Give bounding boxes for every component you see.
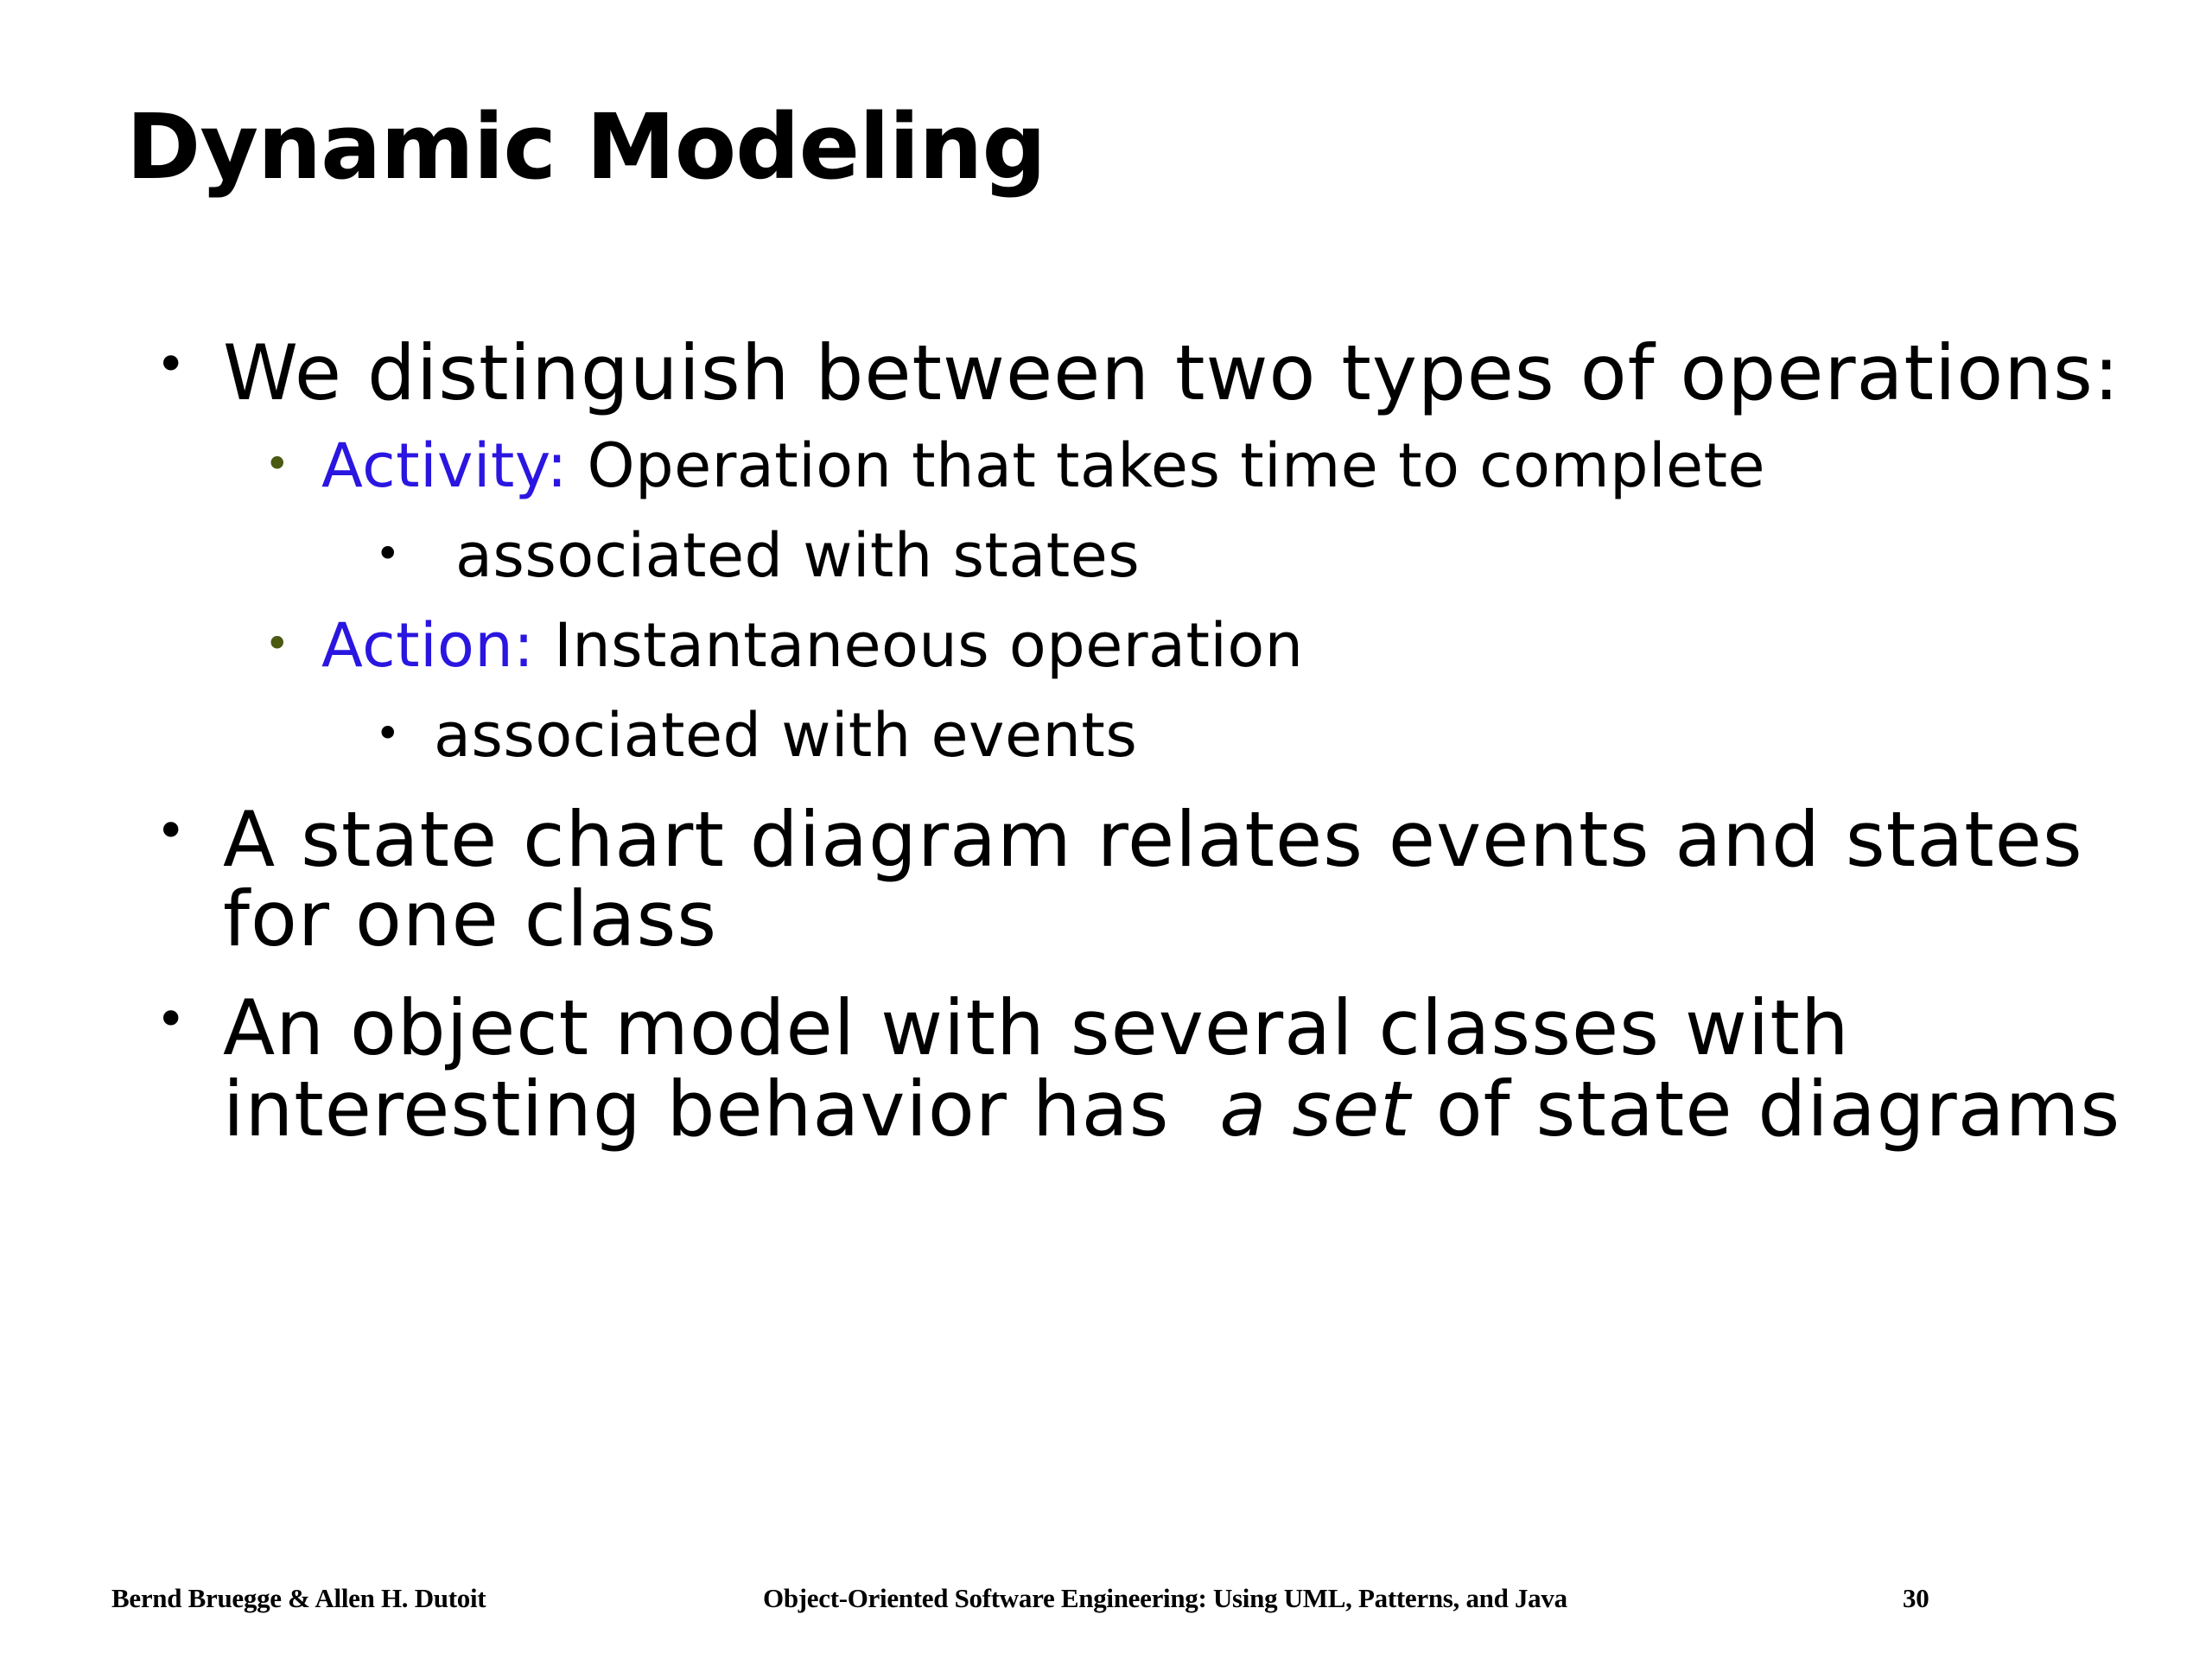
sub-sub-bullet-text: associated with events — [434, 700, 1138, 771]
term-activity: Activity: — [321, 430, 568, 501]
sub-sub-bullet-icon: • — [375, 529, 401, 579]
sub-bullet-icon: • — [264, 619, 290, 669]
text-after-italic: of state diagrams — [1410, 1065, 2121, 1154]
sub-bullet-icon: • — [264, 439, 290, 489]
bullet-text-continuation — [223, 1065, 2121, 1154]
bullet-icon: • — [156, 989, 187, 1050]
italic-emphasis: a set — [1219, 1065, 1411, 1154]
term-action: Action: — [321, 610, 535, 681]
bullet-text: A state chart diagram relates events and states — [223, 795, 2083, 884]
bullet-text: An object model with several classes with — [223, 983, 1850, 1072]
activity-definition: Operation that takes time to complete — [567, 430, 1766, 501]
bullet-icon: • — [156, 801, 187, 861]
text-before-italic: interesting behavior has — [223, 1065, 1220, 1154]
bullet-text-continuation: for one class — [223, 874, 718, 963]
bullet-icon: • — [156, 334, 187, 395]
footer-book-title: Object-Oriented Software Engineering: Using UML, Patterns, and Java — [763, 1583, 1567, 1613]
slide-title: Dynamic Modeling — [126, 94, 1046, 200]
bullet-text: We distinguish between two types of operations: — [223, 328, 2120, 417]
footer-authors: Bernd Bruegge & Allen H. Dutoit — [111, 1583, 486, 1613]
footer-page-number: 30 — [1903, 1583, 1929, 1613]
action-definition: Instantaneous operation — [534, 610, 1304, 681]
sub-sub-bullet-text: associated with states — [455, 520, 1141, 591]
sub-sub-bullet-icon: • — [375, 709, 401, 759]
sub-bullet-activity — [321, 430, 1766, 501]
sub-bullet-action — [321, 610, 1304, 681]
